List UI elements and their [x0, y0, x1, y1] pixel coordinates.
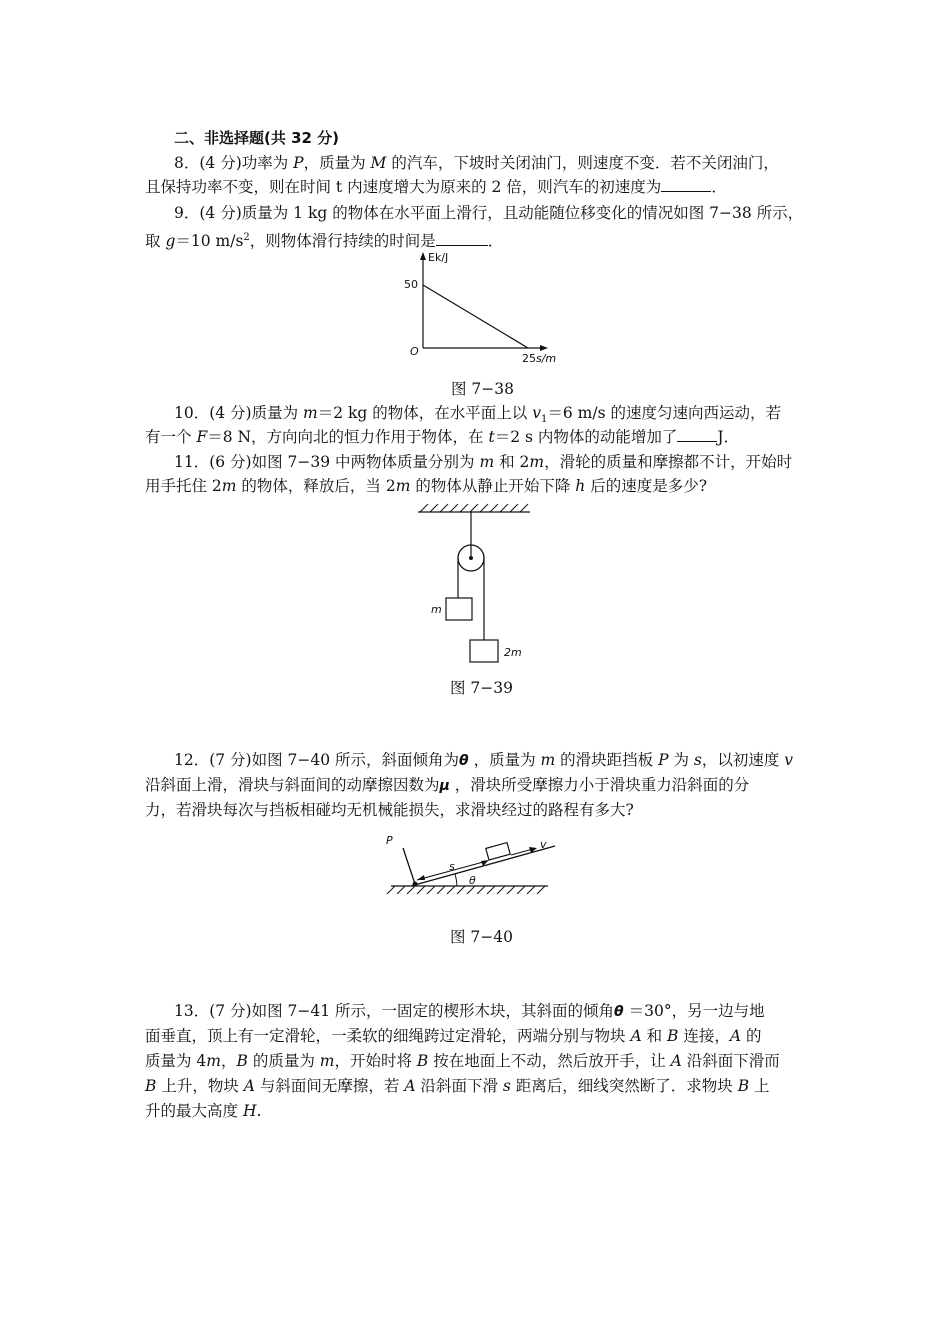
q12-line-1: 12．(7 分)如图 7−40 所示，斜面倾角为θ ，质量为 m 的滑块距挡板 P 为 s，以初速度 v — [174, 749, 793, 772]
q11-line-1: 11．(6 分)如图 7−39 中两物体质量分别为 m 和 2m，滑轮的质量和摩擦都不计，开始时 — [174, 453, 793, 471]
answer-blank[interactable] — [436, 231, 488, 246]
q13-line-2: 面垂直，顶上有一定滑轮，一柔软的细绳跨过定滑轮，两端分别与物块 A 和 B 连接，A 的 — [145, 1027, 762, 1045]
block-2m — [470, 640, 498, 662]
answer-blank[interactable] — [677, 427, 717, 442]
figure-7-40-incline — [383, 828, 563, 898]
y-tick-label: 50 — [404, 278, 418, 291]
ground-hatching — [387, 886, 545, 894]
x-axis-arrow-icon — [540, 345, 548, 351]
y-axis-label: Ek/J — [428, 251, 449, 264]
q13-line-1: 13．(7 分)如图 7−41 所示，一固定的楔形木块，其斜面的倾角θ ＝30°，另一边与地 — [174, 1000, 765, 1023]
pulley-axle — [469, 556, 473, 560]
x-axis-label: s/m — [536, 352, 557, 365]
label-2m: 2m — [504, 646, 522, 659]
label-m: m — [431, 603, 442, 616]
label-P: P — [386, 834, 393, 847]
q9-line-1: 9．(4 分)质量为 1 kg 的物体在水平面上滑行，且动能随位移变化的情况如图 7−38 所示， — [174, 204, 804, 222]
angle-arc — [455, 874, 457, 886]
theta-symbol: θ — [459, 753, 469, 769]
q8-line-2: 且保持功率不变，则在时间 t 内速度增大为原来的 2 倍，则汽车的初速度为 ． — [145, 178, 727, 196]
barrier-base — [413, 882, 418, 887]
theta-symbol: θ — [614, 1004, 624, 1020]
x-tick-label: 25 — [522, 352, 536, 365]
figure-7-40-caption: 图 7−40 — [450, 928, 513, 946]
block-m — [446, 598, 472, 620]
answer-blank[interactable] — [661, 177, 711, 192]
q9-line-2: 取 g＝10 $m/s^2$，则物体滑行持续的时间是 ． — [145, 232, 504, 251]
figure-7-39-pulley — [410, 500, 540, 670]
ceiling-hatching — [420, 504, 528, 512]
section-heading: 二、非选择题(共 32 分) — [174, 129, 340, 147]
q8-line-1: 8．(4 分)功率为 P，质量为 M 的汽车，下坡时关闭油门，则速度不变．若不关闭油门， — [174, 154, 779, 172]
q10-line-2: 有一个 F＝8 N，方向向北的恒力作用于物体，在 t＝2 s 内物体的动能增加了 J． — [145, 428, 740, 446]
q13-line-3: 质量为 4m，B 的质量为 m，开始时将 B 按在地面上不动，然后放开手，让 A 沿斜面下滑而 — [145, 1052, 780, 1070]
q12-line-3: 力，若滑块每次与挡板相碰均无机械能损失，求滑块经过的路程有多大? — [145, 801, 634, 819]
barrier-P — [403, 848, 415, 884]
kinetic-energy-line — [423, 285, 528, 348]
q11-line-2: 用手托住 2m 的物体，释放后，当 2m 的物体从静止开始下降 h 后的速度是多少? — [145, 477, 708, 495]
label-s: s — [449, 860, 455, 873]
q12-line-2: 沿斜面上滑，滑块与斜面间的动摩擦因数为μ ，滑块所受摩擦力小于滑块重力沿斜面的分 — [145, 774, 749, 797]
label-theta: θ — [469, 874, 476, 887]
slider-block — [486, 843, 510, 860]
figure-7-39-caption: 图 7−39 — [450, 679, 513, 697]
arrowhead-left-icon — [417, 875, 425, 880]
figure-7-38-caption: 图 7−38 — [451, 380, 514, 398]
q10-line-1: 10．(4 分)质量为 m＝2 kg 的物体，在水平面上以 $v_1=6$ m/s 的速度匀速向西运动，若 — [174, 404, 781, 426]
label-v: v — [540, 838, 547, 851]
origin-label: O — [410, 345, 419, 358]
mu-symbol: μ — [439, 778, 450, 794]
velocity-arrow — [511, 849, 533, 855]
q13-line-4: B 上升，物块 A 与斜面间无摩擦，若 A 沿斜面下滑 s 距离后，细线突然断了．求物块 B 上 — [145, 1077, 770, 1095]
y-axis-arrow-icon — [420, 252, 426, 260]
figure-7-38-graph — [400, 248, 560, 368]
q13-line-5: 升的最大高度 H. — [145, 1102, 262, 1120]
